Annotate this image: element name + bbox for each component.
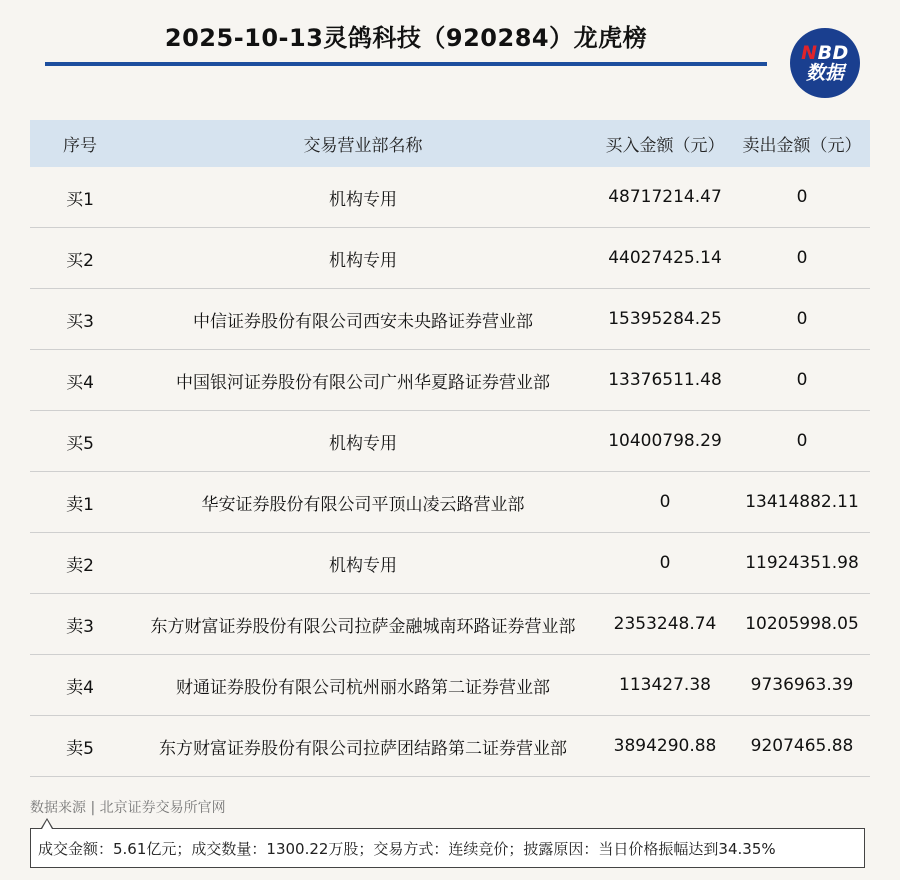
dragon-tiger-table <box>30 120 870 777</box>
page-title: 2025-10-13灵鸽科技（920284）龙虎榜 <box>164 24 648 52</box>
row-branch-name: 机构专用 <box>329 250 397 271</box>
row-buy-amount: 48717214.47 <box>608 187 722 207</box>
row-buy-amount: 44027425.14 <box>608 248 722 268</box>
row-seq: 卖4 <box>66 677 94 698</box>
row-branch-name: 华安证券股份有限公司平顶山凌云路营业部 <box>201 494 525 515</box>
logo-data-text: 数据 <box>805 61 844 84</box>
row-branch-name: 机构专用 <box>329 433 397 454</box>
row-branch-name: 东方财富证券股份有限公司拉萨金融城南环路证券营业部 <box>150 616 576 637</box>
row-seq: 买4 <box>66 372 94 393</box>
table-body <box>30 167 870 777</box>
table-row <box>30 350 870 411</box>
row-seq: 买2 <box>66 250 94 271</box>
row-seq: 卖5 <box>66 738 94 759</box>
row-buy-amount: 0 <box>659 492 671 512</box>
row-buy-amount: 15395284.25 <box>608 309 722 329</box>
row-branch-name: 机构专用 <box>329 555 397 576</box>
table-row <box>30 594 870 655</box>
row-branch-name: 中信证券股份有限公司西安未央路证券营业部 <box>193 311 533 332</box>
table-row <box>30 167 870 228</box>
nbd-data-logo <box>790 28 860 98</box>
row-seq: 买5 <box>66 433 94 454</box>
row-seq: 卖3 <box>66 616 94 637</box>
row-sell-amount: 0 <box>796 248 808 268</box>
row-sell-amount: 0 <box>796 431 808 451</box>
title-underline <box>45 62 767 66</box>
table-header <box>30 120 870 167</box>
row-buy-amount: 13376511.48 <box>608 370 722 390</box>
row-buy-amount: 10400798.29 <box>608 431 722 451</box>
row-sell-amount: 0 <box>796 309 808 329</box>
header-buy-amount: 买入金额（元） <box>605 136 725 156</box>
row-sell-amount: 11924351.98 <box>745 553 859 573</box>
header-branch-name: 交易营业部名称 <box>303 136 423 156</box>
row-sell-amount: 13414882.11 <box>745 492 859 512</box>
row-seq: 买1 <box>66 189 94 210</box>
trade-summary-text: 成交金额：5.61亿元；成交数量：1300.22万股；交易方式：连续竞价；披露原因：当日价格振幅达到34.35% <box>38 839 776 858</box>
row-branch-name: 机构专用 <box>329 189 397 210</box>
row-sell-amount: 9736963.39 <box>750 675 854 695</box>
row-sell-amount: 0 <box>796 187 808 207</box>
logo-bd-letters: BD <box>817 41 849 64</box>
row-branch-name: 中国银河证券股份有限公司广州华夏路证券营业部 <box>176 372 550 393</box>
row-sell-amount: 9207465.88 <box>750 736 854 756</box>
row-buy-amount: 113427.38 <box>619 675 711 695</box>
row-buy-amount: 3894290.88 <box>613 736 717 756</box>
table-row <box>30 655 870 716</box>
trade-summary-note <box>30 828 865 868</box>
note-pointer-fill <box>42 820 52 829</box>
logo-n-letter: N <box>801 41 818 64</box>
row-seq: 买3 <box>66 311 94 332</box>
table-row <box>30 289 870 350</box>
table-row <box>30 411 870 472</box>
header-sell-amount: 卖出金额（元） <box>742 136 862 156</box>
row-seq: 卖2 <box>66 555 94 576</box>
row-branch-name: 财通证券股份有限公司杭州丽水路第二证券营业部 <box>176 677 550 698</box>
row-seq: 卖1 <box>66 494 94 515</box>
header-seq: 序号 <box>63 136 97 156</box>
table-row <box>30 228 870 289</box>
table-row <box>30 716 870 777</box>
data-source: 数据来源 | 北京证券交易所官网 <box>30 800 226 816</box>
row-buy-amount: 0 <box>659 553 671 573</box>
row-sell-amount: 0 <box>796 370 808 390</box>
table-row <box>30 533 870 594</box>
table-row <box>30 472 870 533</box>
row-buy-amount: 2353248.74 <box>613 614 717 634</box>
row-branch-name: 东方财富证券股份有限公司拉萨团结路第二证券营业部 <box>159 738 567 759</box>
row-sell-amount: 10205998.05 <box>745 614 859 634</box>
